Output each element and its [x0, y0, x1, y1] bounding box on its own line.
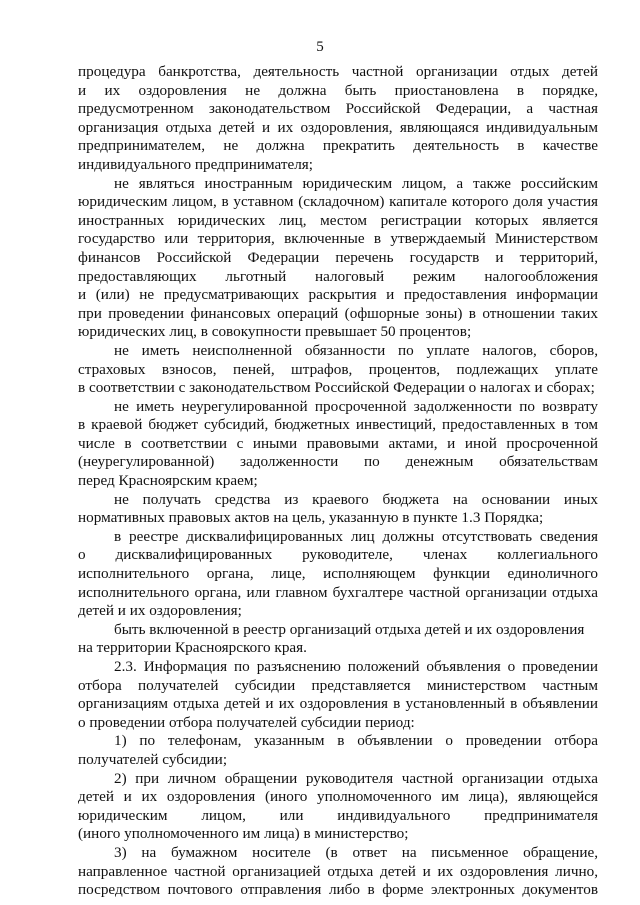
- text-line: исполнительного органа, или главном бухгалтере частной организации отдыха: [78, 583, 598, 601]
- text-line: при проведении финансовых операций (офшорные зоны) в отношении таких: [78, 304, 598, 322]
- text-line: числе в соответствии с иными правовыми актами, и иной просроченной: [78, 434, 598, 452]
- text-line: не получать средства из краевого бюджета на основании иных: [114, 490, 598, 508]
- text-line: 1) по телефонам, указанным в объявлении о проведении отбора: [114, 732, 598, 750]
- text-line: юридическим лицом, или индивидуального предпринимателя: [78, 806, 598, 824]
- text-line: в соответствии с законодательством Российской Федерации о налогах и сборах;: [78, 379, 595, 397]
- text-line: исполнительного органа, лице, исполняющем функции единоличного: [78, 565, 598, 583]
- text-line: предусмотренном законодательством Российской Федерации, а частная: [78, 100, 598, 118]
- text-line: отбора получателей субсидии представляется министерством частным: [78, 676, 598, 694]
- text-line: (неурегулированной) задолженности по денежным обязательствам: [78, 453, 598, 471]
- text-line: не иметь неурегулированной просроченной задолженности по возврату: [114, 397, 598, 415]
- text-line: получателей субсидии;: [78, 750, 228, 768]
- text-line: юридическим лицом, в уставном (складочном) капитале которого доля участия: [78, 193, 598, 211]
- text-line: быть включенной в реестр организаций отдыха детей и их оздоровления: [114, 620, 585, 638]
- text-line: процедура банкротства, деятельность частной организации отдых детей: [78, 63, 598, 80]
- text-line: нормативных правовых актов на цель, указанную в пункте 1.3 Порядка;: [78, 509, 544, 527]
- text-line: и (или) не предусматривающих раскрытия и предоставления информации: [78, 286, 598, 304]
- text-line: предпринимателем, не должна прекратить деятельность в качестве: [78, 137, 598, 155]
- text-line: финансов Российской Федерации перечень государств и территорий,: [78, 248, 598, 266]
- text-line: посредством почтового отправления либо в форме электронных документов: [78, 881, 598, 899]
- text-line: (иного уполномоченного им лица) в министерство;: [78, 825, 409, 843]
- text-line: не иметь неисполненной обязанности по уплате налогов, сборов,: [114, 341, 598, 359]
- text-line: на территории Красноярского края.: [78, 639, 307, 657]
- text-line: в реестре дисквалифицированных лиц должны отсутствовать сведения: [114, 527, 598, 545]
- text-line: в краевой бюджет субсидий, бюджетных инвестиций, предоставленных в том: [78, 416, 598, 434]
- text-line: детей и их оздоровления;: [78, 602, 242, 620]
- text-line: иностранных юридических лиц, местом регистрации которых является: [78, 211, 598, 229]
- text-line: 2.3. Информация по разъяснению положений объявления о проведении: [114, 658, 598, 675]
- page-number: 5: [316, 39, 324, 55]
- text-line: 3) на бумажном носителе (в ответ на письменное обращение,: [114, 843, 598, 861]
- text-line: организация отдыха детей и их оздоровления, являющаяся индивидуальным: [78, 118, 598, 136]
- text-line: детей и их оздоровления (иного уполномоченного им лица), являющейся: [78, 788, 598, 806]
- text-line: о дисквалифицированных руководителе, членах коллегиального: [78, 546, 598, 564]
- text-line: индивидуального предпринимателя;: [78, 155, 313, 173]
- text-line: юридических лиц, в совокупности превышает 50 процентов;: [78, 323, 472, 341]
- text-line: организациям отдыха детей и их оздоровления в установленный в объявлении: [78, 695, 598, 713]
- text-line: страховых взносов, пеней, штрафов, процентов, подлежащих уплате: [78, 360, 598, 378]
- text-line: о проведении отбора получателей субсидии период:: [78, 713, 415, 731]
- text-line: перед Красноярским краем;: [78, 472, 258, 490]
- text-line: и их оздоровления не должна быть приостановлена в порядке,: [78, 81, 598, 99]
- text-line: не являться иностранным юридическим лицом, а также российским: [114, 174, 598, 192]
- text-line: государство или территория, включенные в утверждаемый Министерством: [78, 230, 598, 248]
- text-line: предоставляющих льготный налоговый режим налогообложения: [78, 267, 598, 285]
- document-body: [78, 63, 598, 900]
- text-line: направленное частной организацией отдыха детей и их оздоровления лично,: [78, 862, 598, 880]
- text-line: 2) при личном обращении руководителя частной организации отдыха: [114, 769, 598, 787]
